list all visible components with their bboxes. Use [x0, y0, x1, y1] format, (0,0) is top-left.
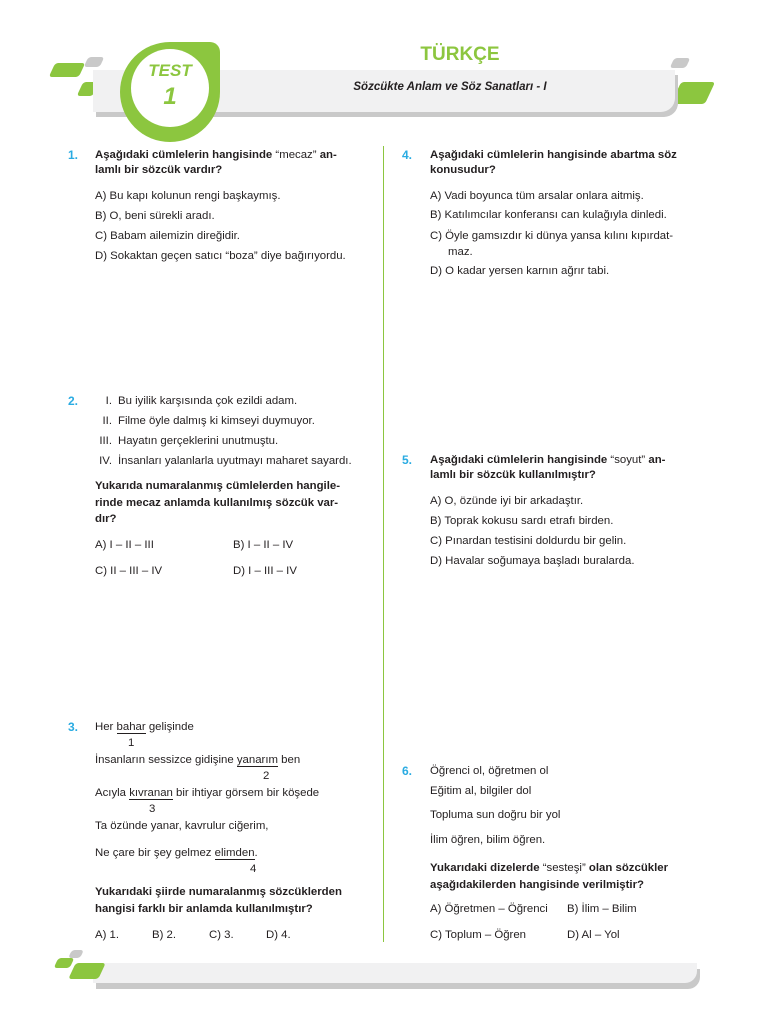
statement-text: Bu iyilik karşısında çok ezildi adam.: [118, 395, 298, 407]
question-stem: rinde mecaz anlamda kullanılmış sözcük var-: [95, 497, 339, 509]
poem-line: İlim öğren, bilim öğren.: [430, 834, 546, 846]
statement-text: İnsanları yalanlarla uyutmayı maharet sayardı.: [118, 455, 352, 467]
question-number: 2.: [68, 394, 79, 408]
statement-text: Hayatın gerçeklerini unutmuştu.: [118, 435, 279, 447]
option-c[interactable]: C) II – III – IV: [95, 565, 163, 577]
question-stem: lamlı bir sözcük kullanılmıştır?: [430, 469, 596, 481]
option-b[interactable]: B) Toprak kokusu sardı etrafı birden.: [430, 515, 614, 527]
option-b[interactable]: B) Katılımcılar konferansı can kulağıyla dinledi.: [430, 209, 667, 221]
word-marker: 1: [128, 737, 135, 749]
question-stem: Yukarıdaki dizelerde “sesteşi” olan sözcükler: [430, 862, 669, 874]
roman-numeral: IV.: [99, 455, 112, 467]
test-number: 1: [163, 83, 177, 110]
option-c[interactable]: C) Pınardan testisini doldurdu bir gelin.: [430, 535, 627, 547]
question-stem: Aşağıdaki cümlelerin hangisinde abartma söz: [430, 149, 677, 161]
question-number: 4.: [402, 148, 413, 162]
statement-text: Filme öyle dalmış ki kimseyi duymuyor.: [118, 415, 315, 427]
column-divider: [383, 146, 384, 942]
option-a[interactable]: A) 1.: [95, 929, 120, 941]
question-stem: hangisi farklı bir anlamda kullanılmıştır?: [95, 903, 313, 915]
option-b[interactable]: B) 2.: [152, 929, 177, 941]
decor-parallelogram: [49, 63, 86, 77]
decor-parallelogram: [84, 57, 105, 67]
option-c[interactable]: C) 3.: [209, 929, 234, 941]
underlined-word: kıvranan: [129, 787, 173, 799]
roman-numeral: III.: [99, 435, 112, 447]
option-a[interactable]: A) Vadi boyunca tüm arsalar onlara aitmiş.: [430, 190, 644, 202]
option-d[interactable]: D) I – III – IV: [233, 565, 297, 577]
roman-numeral: I.: [105, 395, 112, 407]
option-c-continuation[interactable]: maz.: [448, 246, 473, 258]
word-marker: 3: [149, 803, 156, 815]
question-stem: Aşağıdaki cümlelerin hangisinde “soyut” an-: [430, 454, 666, 466]
question-number: 5.: [402, 453, 413, 467]
underlined-word: bahar: [116, 721, 146, 733]
option-d[interactable]: D) 4.: [266, 929, 291, 941]
underlined-word: elimden: [214, 847, 255, 859]
option-a[interactable]: A) Öğretmen – Öğrenci: [430, 903, 548, 915]
option-d[interactable]: D) Havalar soğumaya başladı buralarda.: [430, 555, 635, 567]
decor-parallelogram: [68, 950, 84, 958]
option-c[interactable]: C) Toplum – Öğren: [430, 929, 527, 941]
option-b[interactable]: B) I – II – IV: [233, 539, 294, 551]
poem-line: Ne çare bir şey gelmez elimden.: [95, 847, 258, 859]
question-stem: Aşağıdaki cümlelerin hangisinde “mecaz” an-: [95, 149, 337, 161]
option-b[interactable]: B) İlim – Bilim: [567, 903, 637, 915]
question-stem: lamlı bir sözcük vardır?: [95, 164, 223, 176]
option-c[interactable]: C) Öyle gamsızdır ki dünya yansa kılını kıpırdat-: [430, 230, 674, 242]
footer-bar: [93, 963, 697, 983]
option-d[interactable]: D) Sokaktan geçen satıcı “boza” diye bağırıyordu.: [95, 250, 346, 262]
option-d[interactable]: D) Al – Yol: [567, 929, 620, 941]
option-b[interactable]: B) O, beni sürekli aradı.: [95, 210, 215, 222]
option-d[interactable]: D) O kadar yersen karnın ağrır tabi.: [430, 265, 610, 277]
underlined-word: yanarım: [236, 754, 278, 766]
question-stem: konusudur?: [430, 164, 496, 176]
test-subtitle: Sözcükte Anlam ve Söz Sanatları - I: [353, 81, 547, 93]
poem-line: İnsanların sessizce gidişine yanarım ben: [95, 754, 301, 766]
option-c[interactable]: C) Babam ailemizin direğidir.: [95, 230, 240, 242]
option-a[interactable]: A) I – II – III: [95, 539, 154, 551]
question-stem: Yukarıda numaralanmış cümlelerden hangile-: [95, 480, 340, 492]
question-stem: Yukarıdaki şiirde numaralanmış sözcüklerden: [95, 886, 342, 898]
subject-title: TÜRKÇE: [420, 44, 500, 65]
poem-line: Ta özünde yanar, kavrulur ciğerim,: [95, 820, 269, 832]
decor-parallelogram: [54, 958, 75, 968]
decor-parallelogram: [670, 58, 691, 68]
option-a[interactable]: A) Bu kapı kolunun rengi başkaymış.: [95, 190, 281, 202]
question-stem: aşağıdakilerden hangisinde verilmiştir?: [430, 879, 644, 891]
option-a[interactable]: A) O, özünde iyi bir arkadaştır.: [430, 495, 584, 507]
word-marker: 4: [250, 863, 257, 875]
question-number: 6.: [402, 764, 413, 778]
poem-line: Her bahar gelişinde: [95, 721, 194, 733]
roman-numeral: II.: [102, 415, 112, 427]
poem-line: Topluma sun doğru bir yol: [430, 809, 561, 821]
question-number: 3.: [68, 720, 79, 734]
test-label: TEST: [148, 61, 192, 80]
poem-line: Eğitim al, bilgiler dol: [430, 785, 532, 797]
poem-line: Öğrenci ol, öğretmen ol: [430, 765, 549, 777]
question-number: 1.: [68, 148, 79, 162]
word-marker: 2: [263, 770, 270, 782]
question-stem: dır?: [95, 513, 117, 525]
poem-line: Acıyla kıvranan bir ihtiyar görsem bir köşede: [95, 787, 320, 799]
